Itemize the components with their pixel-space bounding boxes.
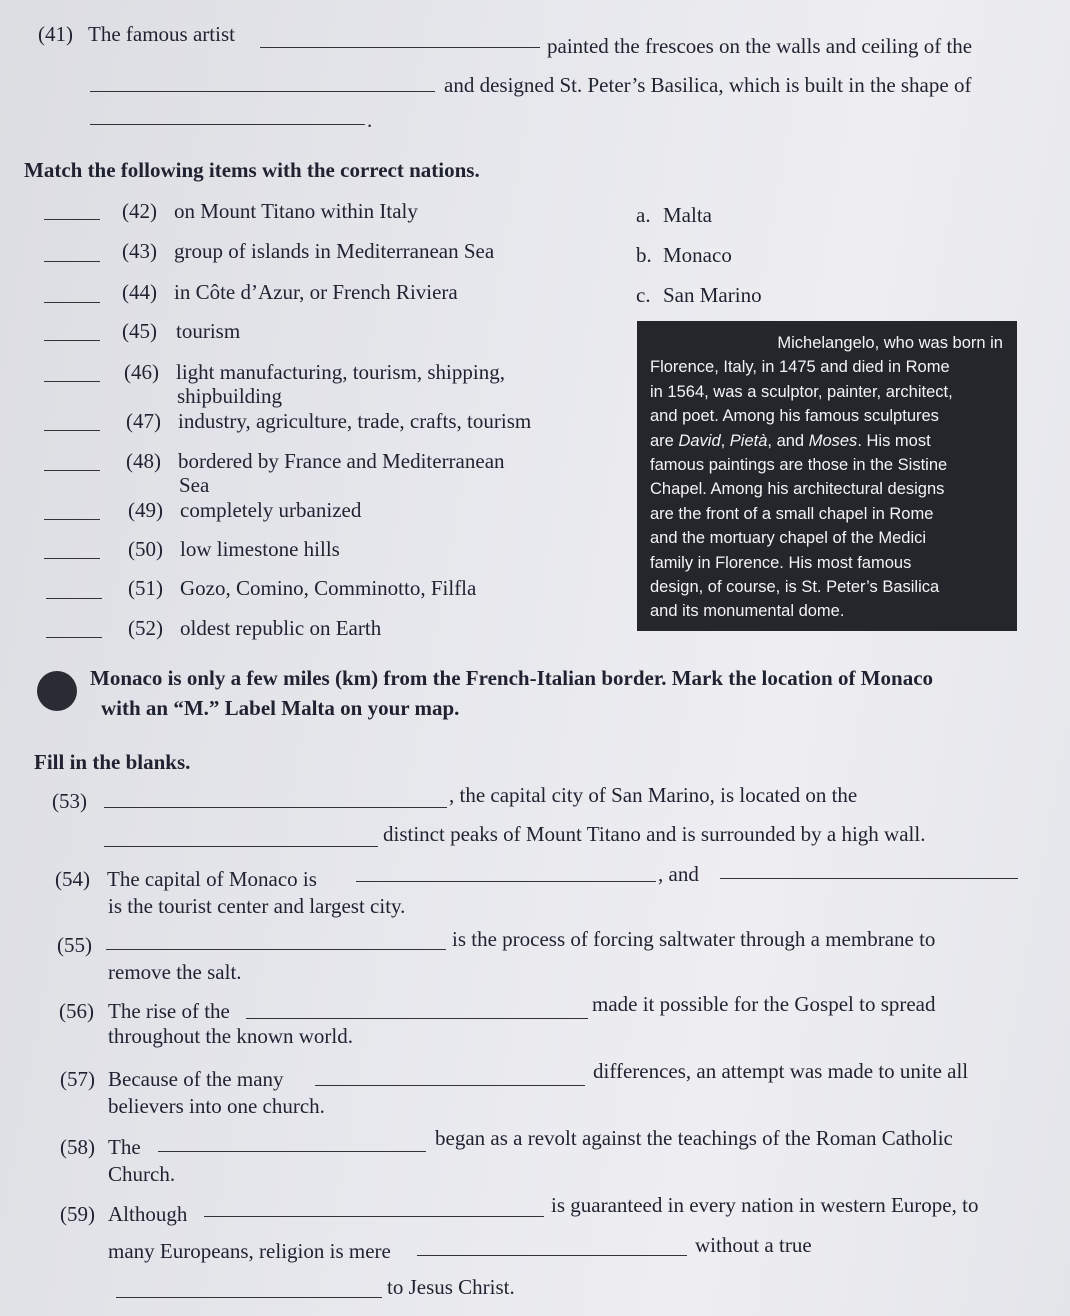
question-number: (57) [60,1067,95,1091]
item-text: Gozo, Comino, Comminotto, Filfla [180,576,477,600]
question-text: painted the frescoes on the walls and ceiling of the [547,34,973,58]
item-text: in Côte d’Azur, or French Riviera [174,280,458,304]
answer-blank[interactable] [246,1018,588,1019]
answer-blank[interactable] [44,340,100,341]
map-task-text: with an “M.” Label Malta on your map. [101,696,460,720]
question-text: and designed St. Peter’s Basilica, which is built in the shape of [444,73,972,97]
question-text: Church. [108,1162,176,1186]
note-line: Michelangelo, who was born in [777,334,1003,352]
note-line: are David, Pietà, and Moses. His most [650,431,931,450]
question-number: (41) [38,22,73,46]
item-number: (46) [124,360,159,384]
answer-blank[interactable] [356,881,656,882]
note-line: and the mortuary chapel of the Medici [650,529,927,548]
answer-blank[interactable] [116,1297,382,1298]
answer-blank[interactable] [106,949,446,950]
note-line: Florence, Italy, in 1475 and died in Rome [650,358,950,377]
option-letter: a. [636,203,651,227]
answer-blank[interactable] [204,1216,544,1217]
item-number: (51) [128,576,163,600]
question-text: The capital of Monaco is [107,867,317,891]
question-text: differences, an attempt was made to unite all [593,1059,969,1083]
answer-blank[interactable] [417,1255,687,1256]
item-number: (44) [122,280,157,304]
item-number: (42) [122,199,157,223]
option-name: Monaco [663,243,732,267]
note-line: family in Florence. His most famous [650,553,912,572]
question-number: (54) [55,867,90,891]
question-number: (56) [59,999,94,1023]
answer-blank[interactable] [44,381,100,382]
question-number: (53) [52,789,87,813]
item-text: light manufacturing, tourism, shipping, [176,360,505,384]
answer-blank[interactable] [90,91,435,92]
item-number: (49) [128,498,163,522]
question-number: (55) [57,933,92,957]
note-line: and its monumental dome. [650,602,845,621]
question-text: . [367,108,373,132]
option-letter: c. [636,283,651,307]
section-heading: Match the following items with the correct nations. [24,158,480,182]
question-text: is the process of forcing saltwater through a membrane to [452,927,936,951]
item-text: oldest republic on Earth [180,616,382,640]
map-task-text: Monaco is only a few miles (km) from the French-Italian border. Mark the location of Monaco [90,666,934,690]
michelangelo-info-box [637,321,1017,631]
question-text: The [108,1135,141,1159]
answer-blank[interactable] [46,598,102,599]
note-line: and poet. Among his famous sculptures [650,407,939,426]
item-number: (52) [128,616,163,640]
question-text: made it possible for the Gospel to spread [592,992,936,1016]
question-text: The famous artist [88,22,235,46]
note-line: in 1564, was a sculptor, painter, architect, [650,382,953,401]
artwork-title: David [678,431,721,450]
note-line: design, of course, is St. Peter’s Basilica [650,578,940,597]
question-text: , and [658,862,699,886]
question-text: Because of the many [108,1067,284,1091]
item-text: tourism [176,319,241,343]
answer-blank[interactable] [315,1085,585,1086]
option-name: San Marino [663,283,762,307]
question-text: , the capital city of San Marino, is located on the [449,783,858,807]
answer-blank[interactable] [720,878,1018,879]
note-line: are the front of a small chapel in Rome [650,504,934,523]
item-text: bordered by France and Mediterranean [178,449,505,473]
artwork-title: Moses [808,431,858,450]
section-heading: Fill in the blanks. [34,750,191,774]
answer-blank[interactable] [44,558,100,559]
answer-blank[interactable] [104,846,378,847]
question-text: to Jesus Christ. [387,1275,515,1299]
question-text: is the tourist center and largest city. [108,894,406,918]
question-number: (58) [60,1135,95,1159]
item-number: (50) [128,537,163,561]
answer-blank[interactable] [44,430,100,431]
item-text: low limestone hills [180,537,340,561]
item-number: (48) [126,449,161,473]
item-text: industry, agriculture, trade, crafts, tourism [178,409,532,433]
item-number: (45) [122,319,157,343]
item-text: completely urbanized [180,498,362,522]
item-number: (47) [126,409,161,433]
answer-blank[interactable] [104,807,447,808]
question-text: throughout the known world. [108,1024,353,1048]
answer-blank[interactable] [44,302,100,303]
question-text: is guaranteed in every nation in western Europe, to [551,1193,979,1217]
question-text: began as a revolt against the teachings of the Roman Catholic [435,1126,953,1150]
answer-blank[interactable] [44,519,100,520]
answer-blank[interactable] [46,637,102,638]
item-text: shipbuilding [177,384,283,408]
note-line: Chapel. Among his architectural designs [650,480,945,499]
item-text: Sea [179,473,210,497]
question-text: distinct peaks of Mount Titano and is surrounded by a high wall. [383,822,926,846]
answer-blank[interactable] [260,47,540,48]
map-task-bullet-icon [37,671,77,711]
answer-blank[interactable] [44,219,100,220]
answer-blank[interactable] [90,124,365,125]
answer-blank[interactable] [158,1151,426,1152]
option-letter: b. [636,243,652,267]
question-text: believers into one church. [108,1094,325,1118]
answer-blank[interactable] [44,261,100,262]
answer-blank[interactable] [44,470,100,471]
item-text: on Mount Titano within Italy [174,199,418,223]
question-text: without a true [695,1233,812,1257]
item-number: (43) [122,239,157,263]
question-number: (59) [60,1202,95,1226]
item-text: group of islands in Mediterranean Sea [174,239,495,263]
question-text: Although [108,1202,188,1226]
question-text: The rise of the [108,999,230,1023]
note-line: famous paintings are those in the Sistine [650,456,948,475]
artwork-title: Pietà [729,431,768,450]
question-text: many Europeans, religion is mere [108,1239,391,1263]
question-text: remove the salt. [108,960,242,984]
option-name: Malta [663,203,712,227]
